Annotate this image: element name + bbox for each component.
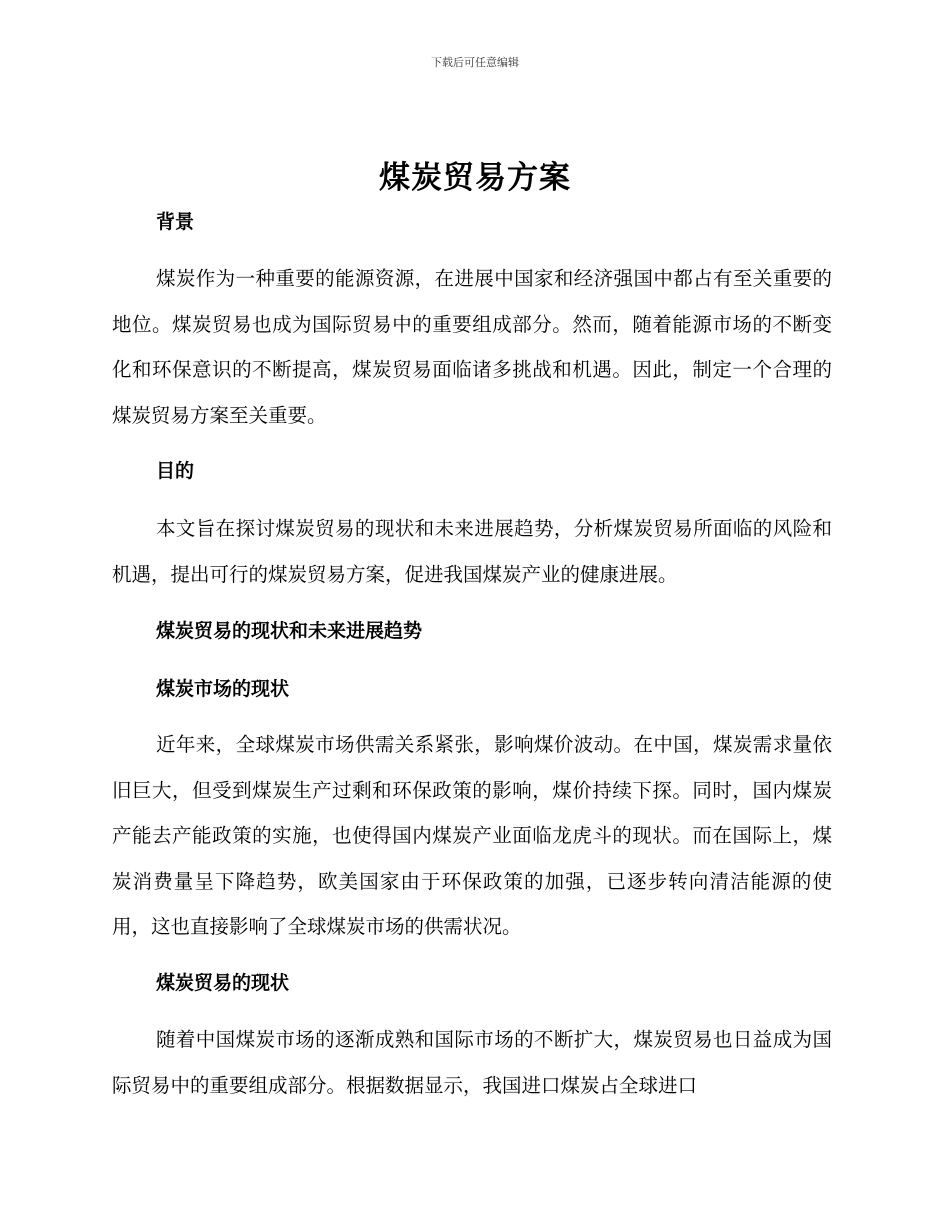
header-note: 下载后可任意编辑 <box>431 56 519 69</box>
heading-background: 背景 <box>156 211 195 233</box>
document-title: 煤炭贸易方案 <box>379 160 571 196</box>
heading-market-status: 煤炭市场的现状 <box>156 678 290 700</box>
paragraph-purpose: 本文旨在探讨煤炭贸易的现状和未来进展趋势，分析煤炭贸易所面临的风险和机遇，提出可行的煤炭贸易方案，促进我国煤炭产业的健康进展。 <box>112 517 832 586</box>
paragraph-trade-status: 随着中国煤炭市场的逐渐成熟和国际市场的不断扩大，煤炭贸易也日益成为国际贸易中的重要组成部分。根据数据显示，我国进口煤炭占全球进口 <box>112 1028 832 1097</box>
heading-purpose: 目的 <box>156 460 195 482</box>
heading-trade-status: 煤炭贸易的现状 <box>156 972 290 994</box>
heading-trends: 煤炭贸易的现状和未来进展趋势 <box>156 620 423 642</box>
paragraph-market-status: 近年来，全球煤炭市场供需关系紧张，影响煤价波动。在中国，煤炭需求量依旧巨大，但受到煤炭生产过剩和环保政策的影响，煤价持续下探。同时，国内煤炭产能去产能政策的实施，也使得国内煤炭产业面临龙虎斗的现状。而在国际上，煤炭消费量呈下降趋势，欧美国家由于环保政策的加强，已逐步转向清洁能源的使用，这也直接影响了全球煤炭市场的供需状况。 <box>112 733 832 939</box>
paragraph-background: 煤炭作为一种重要的能源资源，在进展中国家和经济强国中都占有至关重要的地位。煤炭贸易也成为国际贸易中的重要组成部分。然而，随着能源市场的不断变化和环保意识的不断提高，煤炭贸易面临诸多挑战和机遇。因此，制定一个合理的煤炭贸易方案至关重要。 <box>112 267 832 427</box>
